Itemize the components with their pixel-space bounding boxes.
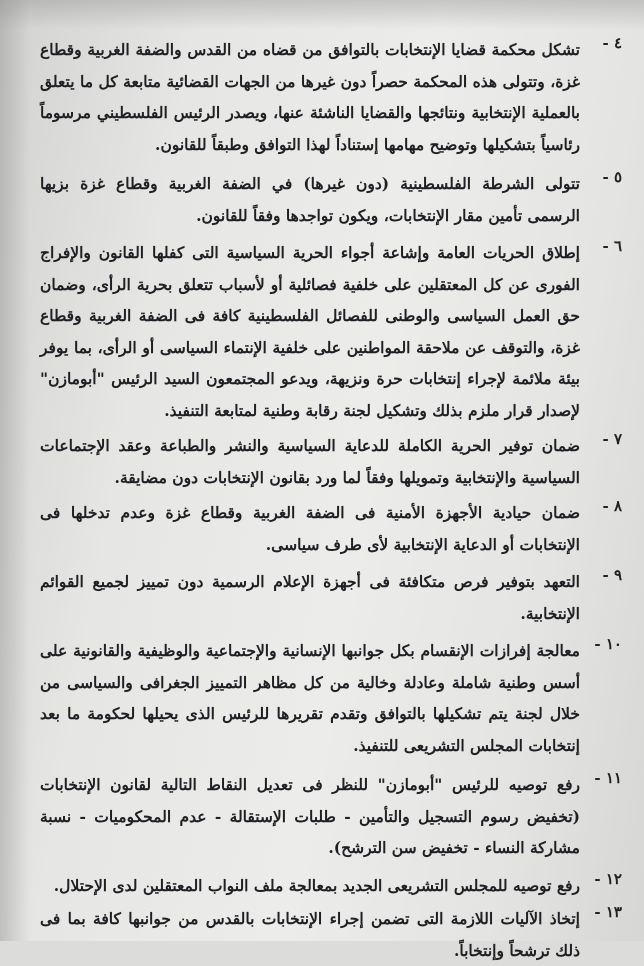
clause-text: ضمان توفير الحرية الكاملة للدعاية السياسية والنشر والطباعة وعقد الإجتماعات السياسية والإنتخابية وتمويلها وفقاً لما ورد بقانون الإنتخابات دون مضايقة. [40, 436, 580, 487]
clause-number: ١٣ - [594, 903, 622, 921]
clause-text: إتخاذ الآليات اللازمة التى تضمن إجراء الإنتخابات بالقدس من جوانبها كافة بما فى ذلك ترشحاً وإنتخاباً. [40, 909, 580, 960]
clause-number: ٨ - [602, 497, 622, 515]
clause-10 [40, 635, 622, 761]
clause-text: رفع توصيه للمجلس التشريعى الجديد بمعالجة ملف النواب المعتقلين لدى الإحتلال. [53, 875, 580, 895]
clause-number: ٩ - [602, 566, 622, 584]
clause-12 [40, 869, 622, 902]
clause-number: ١٢ - [594, 869, 622, 888]
clause-number: ٧ - [602, 430, 622, 448]
clause-5 [40, 168, 622, 231]
clause-text: معالجة إفرازات الإنقسام بكل جوانبها الإنسانية والإجتماعية والوظيفية والقانونية على أسس وطنية شاملة وعادلة وخالية من كل مظاهر التمييز الجغرافى والسياسى من خلال لجنة يتم تشكيلها بالتوافق وتقدم تقريرها للرئيس الذى يحيلها لحكومة ما بعد إنتخابات المجلس التشريعى للتنفيذ. [40, 641, 580, 755]
clause-4 [40, 34, 622, 160]
clause-8 [40, 497, 622, 560]
clause-number: ٦ - [602, 237, 622, 255]
clause-text: رفع توصيه للرئيس "أبومازن" للنظر فى تعديل النقاط التالية لقانون الإنتخابات (تخفيض رسوم التسجيل والتأمين - طلبات الإستقالة - عدم المحكوميات - نسبة مشاركة النساء - تخفيض سن الترشح). [40, 775, 580, 857]
clause-text: تشكل محكمة قضايا الإنتخابات بالتوافق من قضاه من القدس والضفة الغربية وقطاع غزة، وتتولى هذه المحكمة حصراً دون غيرها من الجهات القضائية متابعة كل ما يتعلق بالعملية الإنتخابية ونتائجها والقضايا الناشئة عنها، ويصدر الرئيس الفلسطيني مرسوماً رئاسياً بتشكيلها وتوضيح مهامها إستناداً لهذا التوافق وطبقاً للقانون. [40, 40, 580, 154]
clause-7 [40, 430, 622, 493]
clause-13 [40, 903, 622, 966]
page-shadow-top [0, 0, 644, 30]
clause-number: ٤ - [602, 34, 622, 52]
page-shadow-left [0, 0, 30, 941]
clause-6 [40, 237, 622, 426]
clause-number: ٥ - [602, 168, 622, 186]
clause-text: تتولى الشرطة الفلسطينية (دون غيرها) في الضفة الغربية وقطاع غزة بزيها الرسمى تأمين مقار الإنتخابات، ويكون تواجدها وفقاً للقانون. [40, 174, 580, 225]
clause-11 [40, 769, 622, 864]
clause-text: إطلاق الحريات العامة وإشاعة أجواء الحرية السياسية التى كفلها القانون والإفراج الفورى عن كل المعتقلين على خلفية فصائلية أو لأسباب تتعلق بحرية الرأى، وضمان حق العمل السياسى والوطنى للفصائل الفلسطينية كافة فى الضفة الغربية وقطاع غزة، والتوقف عن ملاحقة المواطنين على خلفية الإنتماء السياسى أو الرأى، بما يوفر بيئة ملائمة لإجراء إنتخابات حرة ونزيهة، ويدعو المجتمعون السيد الرئيس "أبومازن" لإصدار قرار ملزم بذلك وتشكيل لجنة رقابة وطنية لمتابعة التنفيذ. [40, 243, 580, 420]
clause-text: التعهد بتوفير فرص متكافئة فى أجهزة الإعلام الرسمية دون تمييز لجميع القوائم الإنتخابية. [40, 572, 580, 623]
clause-text: ضمان حيادية الأجهزة الأمنية فى الضفة الغربية وقطاع غزة وعدم تدخلها فى الإنتخابات أو الدعاية الإنتخابية لأى طرف سياسى. [40, 503, 580, 554]
clause-list [40, 34, 622, 966]
clause-9 [40, 566, 622, 629]
clause-number: ١٠ - [594, 635, 622, 653]
clause-number: ١١ - [594, 769, 622, 787]
